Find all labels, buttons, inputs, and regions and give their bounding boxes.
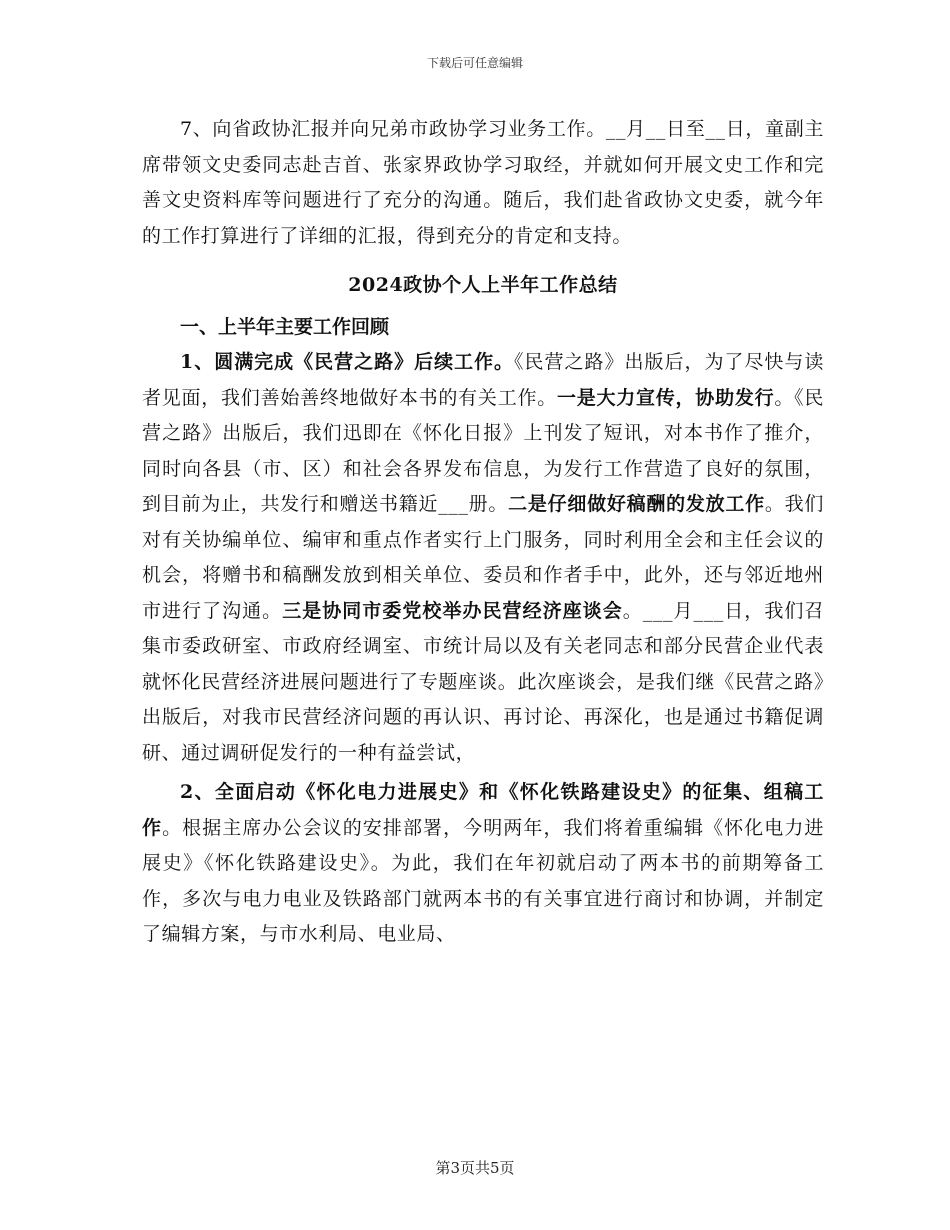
item-1-point-3: 三是协同市委党校举办民营经济座谈会 — [282, 599, 623, 622]
item-1-text-2: 。《民营之路》出版后，我们迅即在《怀化日报》上刊发了短讯，对本书作了推介，同时向各县（市、区）和社会各界发布信息，为发行工作营造了良好的氛围，到目前为止，共发行和赠送书籍近___册。 — [142, 386, 824, 515]
section-heading: 一、上半年主要工作回顾 — [180, 315, 390, 338]
intro-paragraph: 7、向省政协汇报并向兄弟市政协学习业务工作。__月__日至__日，童副主席带领文史委同志赴吉首、张家界政协学习取经，并就如何开展文史工作和完善文史资料库等问题进行了充分的沟通。随后，我们赴省政协文史委，就今年的工作打算进行了详细的汇报，得到充分的肯定和支持。 — [142, 118, 824, 247]
item-1-text-4: 。___月___日，我们召集市委政研室、市政府经调室、市统计局以及有关老同志和部分民营企业代表就怀化民营经济进展问题进行了专题座谈。此次座谈会，是我们继《民营之路》出版后，对我市民营经济问题的再认识、再讨论、再深化，也是通过书籍促调研、通过调研促发行的一种有益尝试， — [142, 599, 824, 764]
item-2-text: 。根据主席办公会议的安排部署，今明两年，我们将着重编辑《怀化电力进展史》《怀化铁路建设史》。为此，我们在年初就启动了两本书的前期筹备工作，多次与电力电业及铁路部门就两本书的有关事宜进行商讨和协调，并制定了编辑方案，与市水利局、电业局、 — [142, 816, 824, 945]
document-body — [142, 112, 824, 953]
item-1-text-3: 。我们对有关协编单位、编审和重点作者实行上门服务，同时利用全会和主任会议的机会，将赠书和稿酬发放到相关单位、委员和作者手中，此外，还与邻近地州市进行了沟通。 — [142, 493, 824, 622]
item-2-paragraph — [142, 775, 824, 953]
item-1-lead: 1、圆满完成《民营之路》后续工作。 — [180, 351, 515, 373]
item-1-text-1: 《民营之路》出版后，为了尽快与读者见面，我们善始善终地做好本书的有关工作。 — [142, 351, 824, 409]
page-header: 下载后可任意编辑 — [426, 56, 523, 70]
item-1-paragraph — [142, 345, 824, 771]
item-1-point-1: 一是大力宣传，协助发行 — [556, 386, 775, 409]
document-title: 2024政协个人上半年工作总结 — [348, 274, 618, 296]
page-footer: 第3页共5页 — [435, 1159, 515, 1177]
item-1-point-2: 二是仔细做好稿酬的发放工作 — [508, 493, 765, 515]
item-2-lead: 2、全面启动《怀化电力进展史》和《怀化铁路建设史》的征集、组稿工作 — [142, 781, 824, 839]
